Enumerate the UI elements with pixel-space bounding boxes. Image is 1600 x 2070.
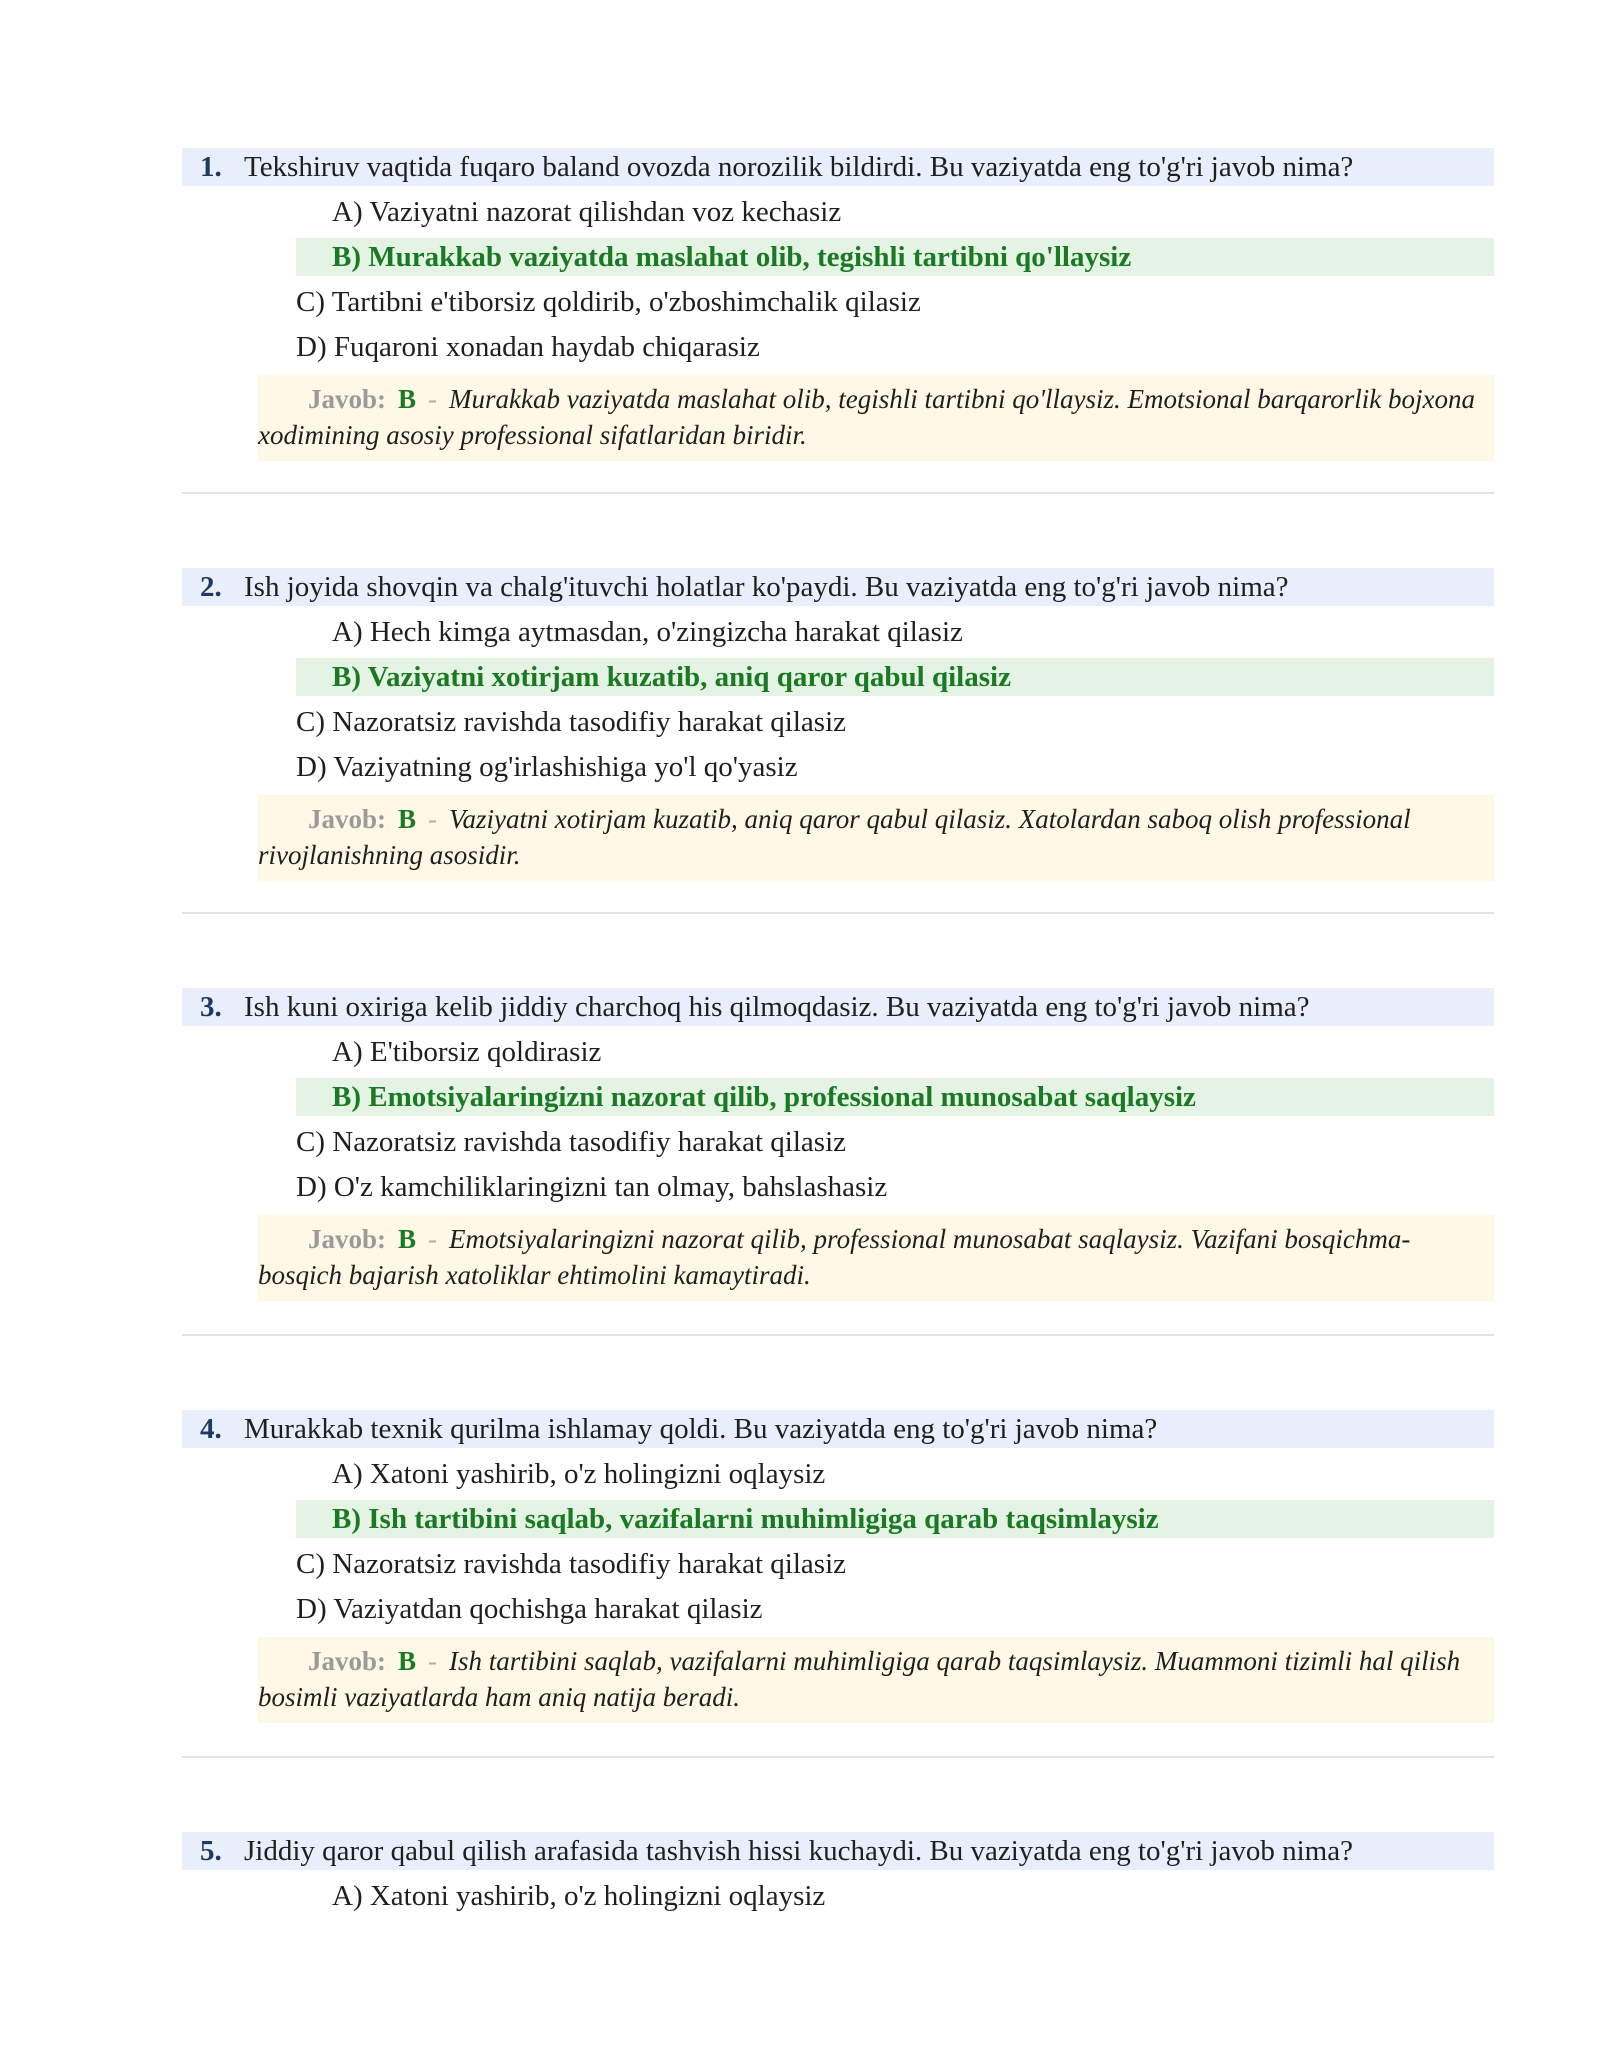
separator <box>182 1756 1494 1758</box>
question-block-1 <box>182 148 1494 461</box>
option-d: D) Fuqaroni xonadan haydab chiqarasiz <box>296 331 760 363</box>
option-a: A) Xatoni yashirib, o'z holingizni oqlaysiz <box>332 1458 826 1490</box>
option-d: D) Vaziyatdan qochishga harakat qilasiz <box>296 1593 763 1625</box>
option-c: C) Nazoratsiz ravishda tasodifiy harakat qilasiz <box>296 706 846 738</box>
answer-letter: B <box>398 804 417 834</box>
answer-dash: - <box>428 804 438 834</box>
question-heading <box>182 988 1494 1026</box>
separator <box>182 492 1494 494</box>
option-d: D) O'z kamchiliklaringizni tan olmay, bahslashasiz <box>296 1171 888 1203</box>
answer-label: Javob: <box>308 384 387 414</box>
answer-letter: B <box>398 1224 417 1254</box>
question-heading <box>182 1410 1494 1448</box>
question-heading <box>182 1832 1494 1870</box>
answer-label: Javob: <box>308 1646 387 1676</box>
question-block-4 <box>182 1410 1494 1723</box>
option-c: C) Nazoratsiz ravishda tasodifiy harakat qilasiz <box>296 1126 846 1158</box>
answer-explanation: Emotsiyalaringizni nazorat qilib, professional munosabat saqlaysiz. Vazifani bosqichma-bosqich bajarish xatoliklar ehtimolini kamaytiradi. <box>258 1224 1411 1290</box>
question-number: 5. <box>200 1835 222 1867</box>
option-a: A) Vaziyatni nazorat qilishdan voz kechasiz <box>332 196 842 228</box>
question-number: 4. <box>200 1413 222 1445</box>
answer-label: Javob: <box>308 1224 387 1254</box>
question-number: 3. <box>200 991 222 1023</box>
answer-letter: B <box>398 384 417 414</box>
question-text: Murakkab texnik qurilma ishlamay qoldi. Bu vaziyatda eng to'g'ri javob nima? <box>244 1413 1158 1445</box>
answer-explanation: Ish tartibini saqlab, vazifalarni muhimligiga qarab taqsimlaysiz. Muammoni tizimli hal qilish bosimli vaziyatlarda ham aniq natija beradi. <box>258 1646 1461 1712</box>
question-block-3 <box>182 988 1494 1301</box>
answer-label: Javob: <box>308 804 387 834</box>
option-a: A) Xatoni yashirib, o'z holingizni oqlaysiz <box>332 1880 826 1912</box>
question-number: 2. <box>200 571 222 603</box>
answer-box <box>258 795 1494 881</box>
answer-box <box>258 1637 1494 1723</box>
question-block-5 <box>182 1832 1494 1915</box>
option-b-correct: B) Emotsiyalaringizni nazorat qilib, professional munosabat saqlaysiz <box>296 1078 1494 1116</box>
question-heading <box>182 568 1494 606</box>
option-c: C) Tartibni e'tiborsiz qoldirib, o'zboshimchalik qilasiz <box>296 286 921 318</box>
separator <box>182 912 1494 914</box>
answer-explanation: Murakkab vaziyatda maslahat olib, tegishli tartibni qo'llaysiz. Emotsional barqarorlik bojxona xodimining asosiy professional sifatlaridan biridir. <box>258 384 1476 450</box>
answer-dash: - <box>428 1646 438 1676</box>
answer-letter: B <box>398 1646 417 1676</box>
question-text: Ish kuni oxiriga kelib jiddiy charchoq his qilmoqdasiz. Bu vaziyatda eng to'g'ri javob nima? <box>244 991 1310 1023</box>
answer-box <box>258 375 1494 461</box>
answer-dash: - <box>428 1224 438 1254</box>
option-c: C) Nazoratsiz ravishda tasodifiy harakat qilasiz <box>296 1548 846 1580</box>
question-heading <box>182 148 1494 186</box>
question-number: 1. <box>200 151 222 183</box>
question-block-2 <box>182 568 1494 881</box>
question-text: Tekshiruv vaqtida fuqaro baland ovozda norozilik bildirdi. Bu vaziyatda eng to'g'ri javob nima? <box>244 151 1354 183</box>
option-b-correct: B) Vaziyatni xotirjam kuzatib, aniq qaror qabul qilasiz <box>296 658 1494 696</box>
separator <box>182 1334 1494 1336</box>
option-b-correct: B) Ish tartibini saqlab, vazifalarni muhimligiga qarab taqsimlaysiz <box>296 1500 1494 1538</box>
option-a: A) E'tiborsiz qoldirasiz <box>332 1036 602 1068</box>
answer-explanation: Vaziyatni xotirjam kuzatib, aniq qaror qabul qilasiz. Xatolardan saboq olish professional rivojlanishning asosidir. <box>258 804 1411 870</box>
option-a: A) Hech kimga aytmasdan, o'zingizcha harakat qilasiz <box>332 616 963 648</box>
answer-dash: - <box>428 384 438 414</box>
question-text: Ish joyida shovqin va chalg'ituvchi holatlar ko'paydi. Bu vaziyatda eng to'g'ri javob nima? <box>244 571 1289 603</box>
question-text: Jiddiy qaror qabul qilish arafasida tashvish hissi kuchaydi. Bu vaziyatda eng to'g'ri javob nima? <box>244 1835 1353 1867</box>
option-b-correct: B) Murakkab vaziyatda maslahat olib, tegishli tartibni qo'llaysiz <box>296 238 1494 276</box>
answer-box <box>258 1215 1494 1301</box>
option-d: D) Vaziyatning og'irlashishiga yo'l qo'yasiz <box>296 751 798 783</box>
